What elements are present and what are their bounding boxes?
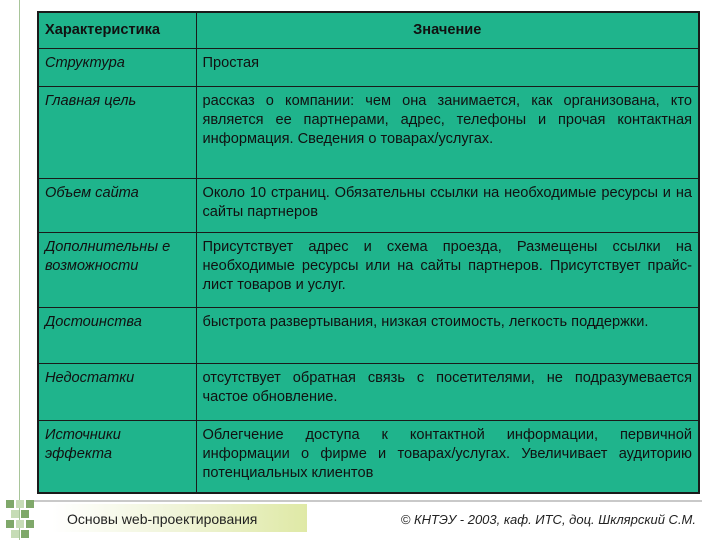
decorative-square	[11, 530, 19, 538]
row-value: Присутствует адрес и схема проезда, Размещены ссылки на необходимые ресурсы или на сайты партнеров. Присутствует прайс-лист товаров и услуг.	[196, 232, 699, 307]
decorative-square	[11, 510, 19, 518]
row-label: Источники эффекта	[38, 420, 196, 493]
decorative-square	[26, 520, 34, 528]
header-characteristic: Характеристика	[38, 12, 196, 48]
decorative-square	[16, 500, 24, 508]
decorative-vertical-line	[19, 0, 20, 540]
decorative-square	[26, 500, 34, 508]
row-label: Объем сайта	[38, 178, 196, 232]
table-row	[38, 86, 699, 178]
row-value: Около 10 страниц. Обязательны ссылки на необходимые ресурсы и на сайты партнеров	[196, 178, 699, 232]
footer-course-title: Основы web-проектирования	[67, 511, 258, 527]
footer-copyright: © КНТЭУ - 2003, каф. ИТС, доц. Шклярский С.М.	[400, 512, 696, 527]
row-label: Дополнительны е возможности	[38, 232, 196, 307]
row-value: быстрота развертывания, низкая стоимость, легкость поддержки.	[196, 307, 699, 363]
decorative-side-strip	[0, 0, 34, 540]
table-row	[38, 178, 699, 232]
row-label: Достоинства	[38, 307, 196, 363]
table-row	[38, 420, 699, 493]
row-value: Облегчение доступа к контактной информации, первичной информации о фирме и товарах/услугах. Увеличивает аудиторию потенциальных клиентов	[196, 420, 699, 493]
decorative-square	[21, 530, 29, 538]
table-row	[38, 232, 699, 307]
row-label: Главная цель	[38, 86, 196, 178]
table-row	[38, 363, 699, 420]
decorative-square	[21, 510, 29, 518]
row-value: рассказ о компании: чем она занимается, как организована, кто является ее партнерами, адрес, телефоны и прочая контактная информация. Сведения о товарах/услугах.	[196, 86, 699, 178]
footer-divider	[34, 500, 702, 502]
row-label: Структура	[38, 48, 196, 86]
decorative-square	[6, 520, 14, 528]
table-row	[38, 307, 699, 363]
row-label: Недостатки	[38, 363, 196, 420]
row-value: отсутствует обратная связь с посетителями, не подразумевается частое обновление.	[196, 363, 699, 420]
decorative-square	[16, 520, 24, 528]
row-value: Простая	[196, 48, 699, 86]
table-row	[38, 48, 699, 86]
characteristics-table	[37, 11, 700, 494]
decorative-square	[6, 500, 14, 508]
header-value: Значение	[196, 12, 699, 48]
table-header-row	[38, 12, 699, 48]
